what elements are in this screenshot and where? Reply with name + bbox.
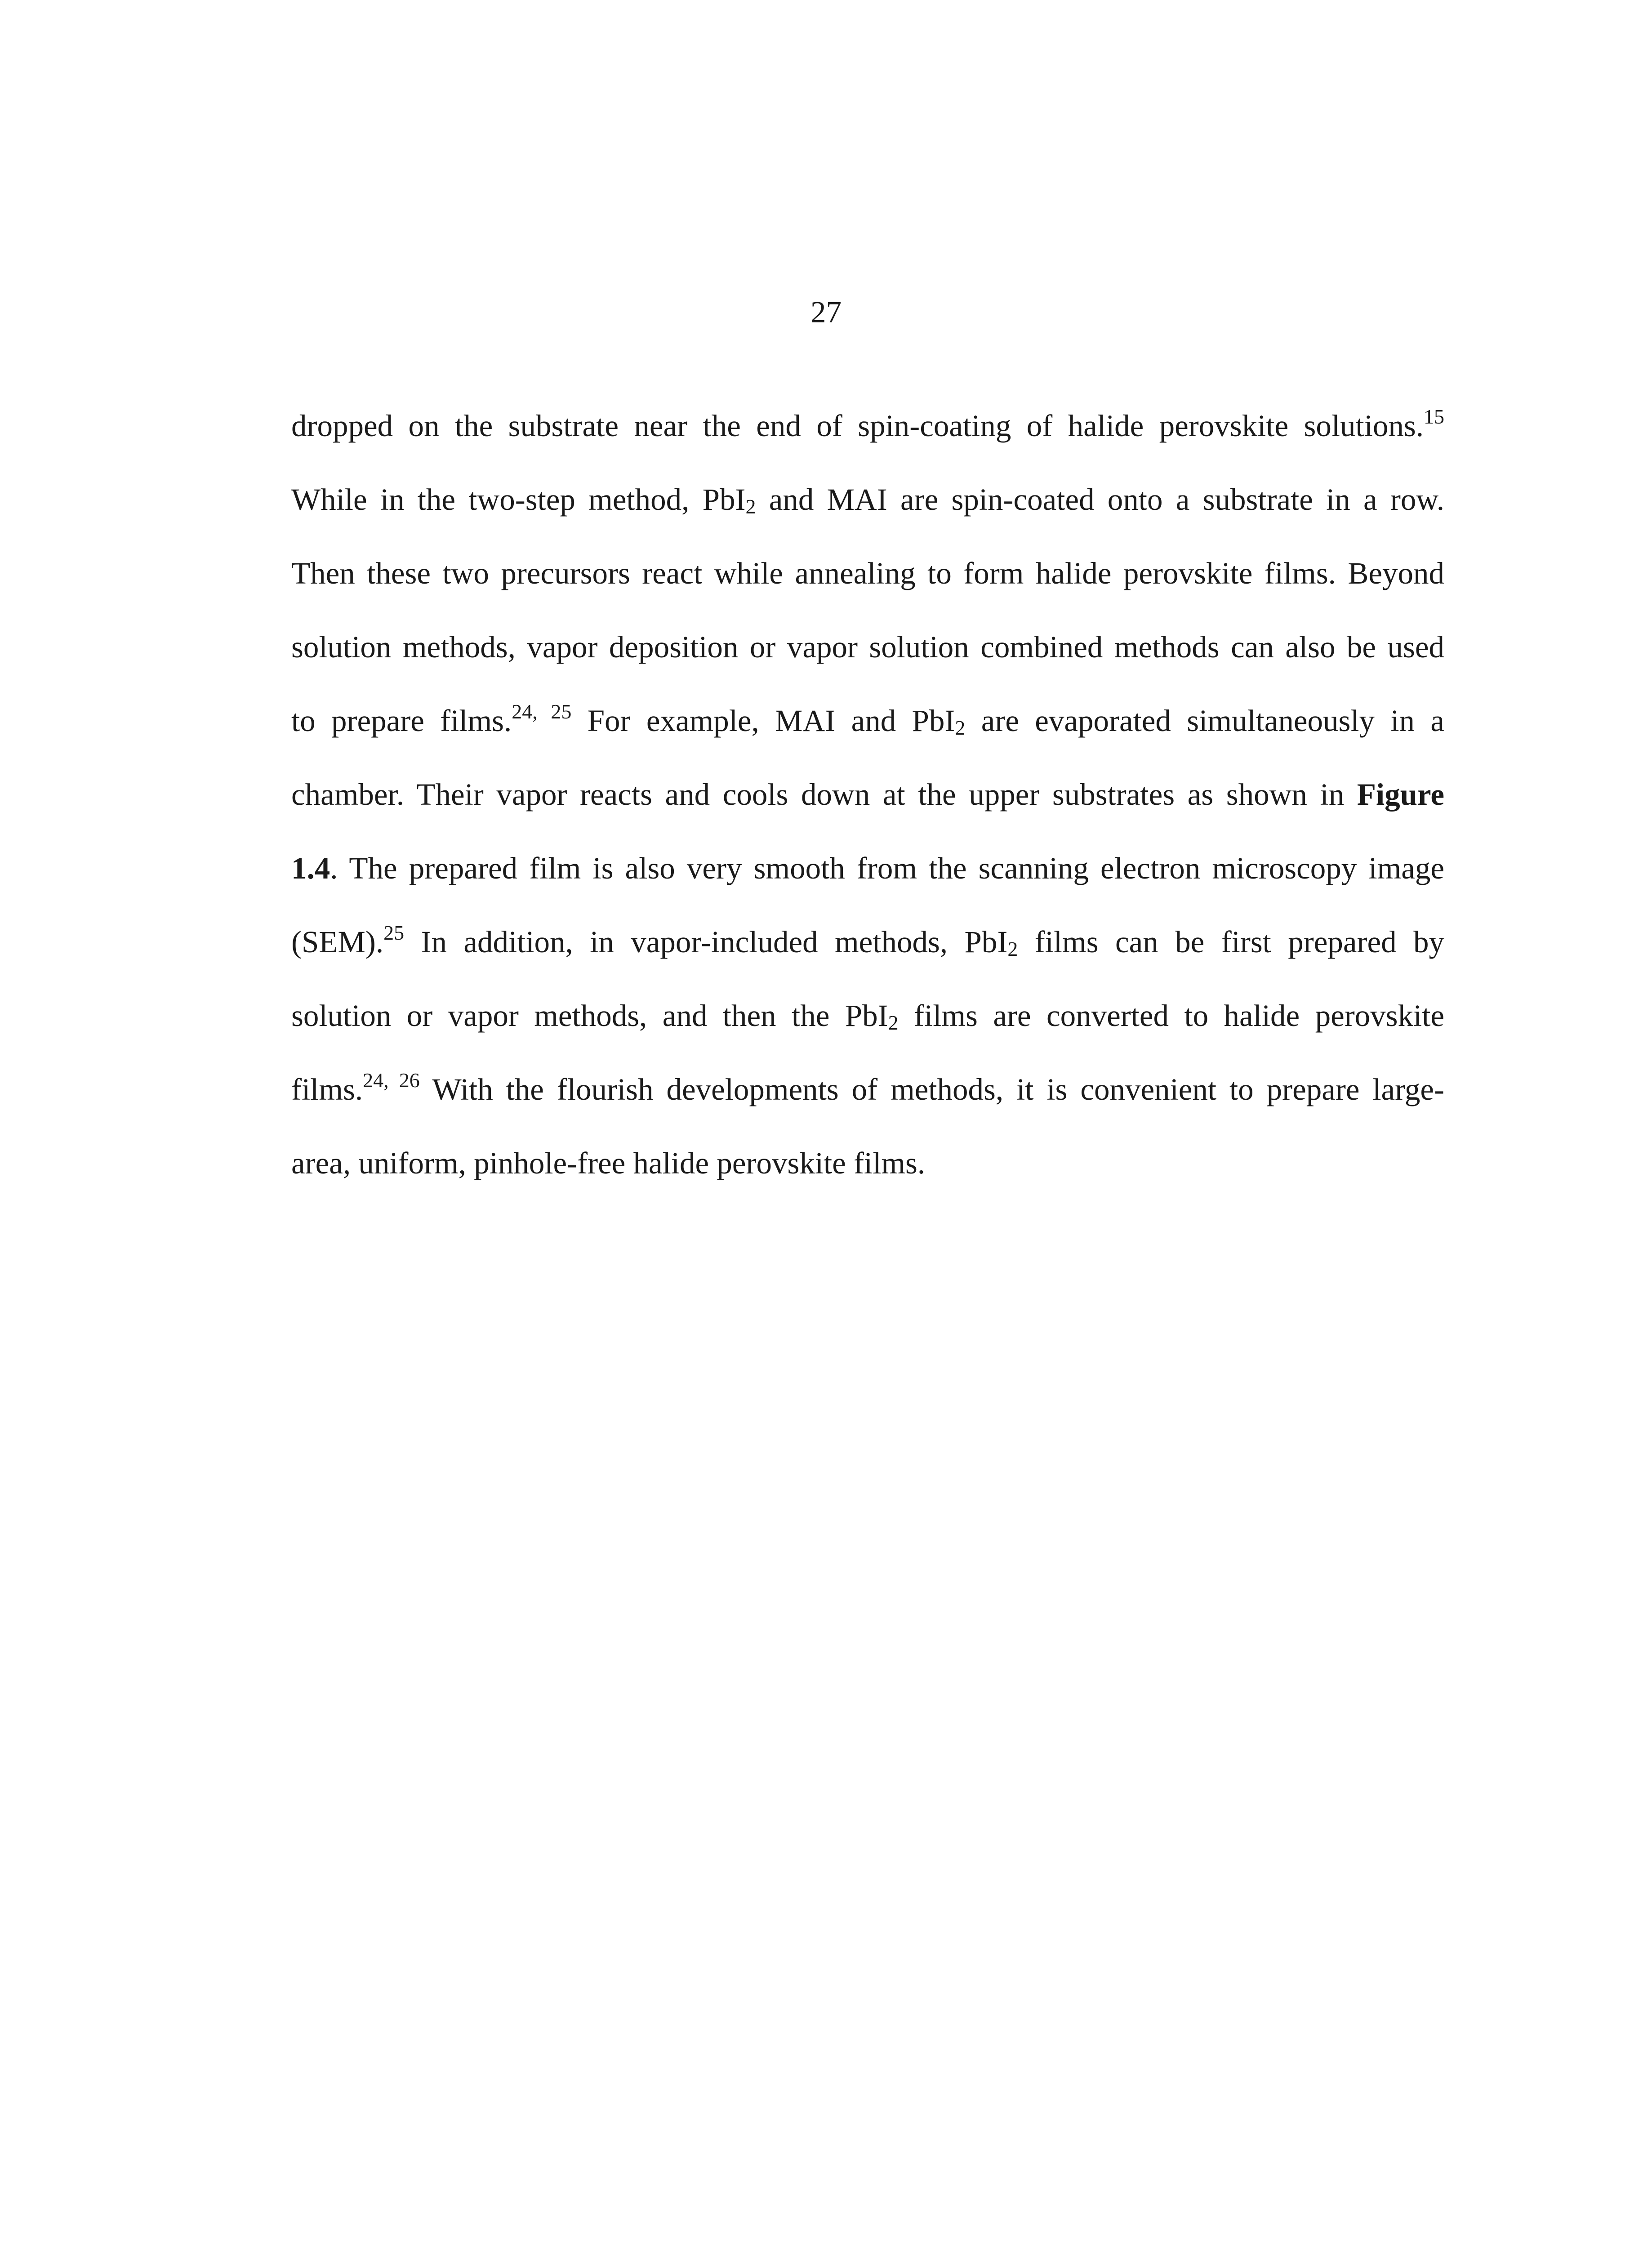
line-text: solution methods, vapor deposition or vapor solution combined methods can also be used <box>291 630 1444 664</box>
text-line-5 <box>291 696 1444 770</box>
text-line-1 <box>291 401 1444 475</box>
chemical-subscript: 2 <box>888 1011 899 1034</box>
text-line-9 <box>291 991 1444 1065</box>
citation-superscript: 24, 25 <box>512 700 572 723</box>
chemical-subscript: 2 <box>745 495 756 518</box>
citation-superscript: 25 <box>383 921 405 944</box>
line-text: While in the two-step method, PbI <box>291 482 746 517</box>
line-text: . The prepared film is also very smooth from the scanning electron microscopy image <box>330 851 1444 885</box>
line-text: films are converted to halide perovskite <box>898 999 1444 1033</box>
line-text: dropped on the substrate near the end of spin-coating of halide perovskite solutions. <box>291 409 1424 443</box>
text-line-11 <box>291 1138 1444 1212</box>
line-text: to prepare films. <box>291 704 512 738</box>
line-text: films. <box>291 1072 363 1106</box>
text-line-7 <box>291 843 1444 917</box>
text-line-6 <box>291 770 1444 843</box>
line-text: solution or vapor methods, and then the PbI <box>291 999 888 1033</box>
line-text: are evaporated simultaneously in a <box>965 704 1445 738</box>
line-text: and MAI are spin-coated onto a substrate in a row. <box>756 482 1444 517</box>
line-text: Then these two precursors react while annealing to form halide perovskite films. Beyond <box>291 556 1444 590</box>
citation-superscript: 15 <box>1424 405 1444 428</box>
text-line-2 <box>291 475 1444 549</box>
chemical-subscript: 2 <box>955 716 966 739</box>
text-line-3 <box>291 549 1444 622</box>
page-number: 27 <box>810 295 842 329</box>
body-paragraph <box>291 401 1444 1212</box>
chemical-subscript: 2 <box>1007 937 1018 960</box>
line-text: chamber. Their vapor reacts and cools down at the upper substrates as shown in <box>291 777 1357 812</box>
citation-superscript: 24, 26 <box>363 1069 420 1092</box>
line-text: area, uniform, pinhole-free halide perovskite films. <box>291 1146 926 1180</box>
figure-reference: Figure <box>1357 777 1444 812</box>
line-text: With the flourish developments of methods, it is convenient to prepare large- <box>419 1072 1445 1106</box>
line-text: (SEM). <box>291 925 384 959</box>
figure-reference-number: 1.4 <box>291 851 330 885</box>
line-text: films can be first prepared by <box>1018 925 1445 959</box>
line-text: For example, MAI and PbI <box>571 704 955 738</box>
text-line-8 <box>291 917 1444 991</box>
text-line-10 <box>291 1065 1444 1138</box>
text-line-4 <box>291 622 1444 696</box>
line-text: In addition, in vapor-included methods, PbI <box>404 925 1008 959</box>
